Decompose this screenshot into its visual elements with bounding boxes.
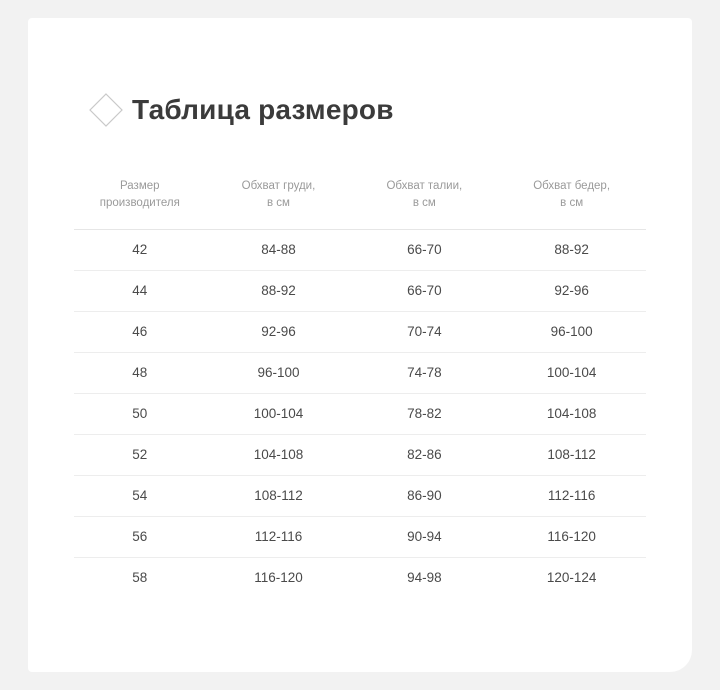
cell-waist: 70-74 xyxy=(351,311,497,352)
cell-hips: 120-124 xyxy=(546,570,597,585)
column-header-line: в см xyxy=(412,197,436,210)
cell-chest: 96-100 xyxy=(206,352,352,393)
column-header-waist xyxy=(351,178,497,229)
cell-chest: 108-112 xyxy=(206,475,352,516)
cell-waist: 86-90 xyxy=(351,475,497,516)
table-row xyxy=(74,270,646,311)
column-header-manufacturer-size xyxy=(74,178,206,229)
table-header xyxy=(74,178,646,229)
cell-chest: 92-96 xyxy=(206,311,352,352)
table-row xyxy=(74,393,646,434)
table-row xyxy=(74,557,646,598)
cell-hips: 116-120 xyxy=(497,516,646,557)
cell-waist: 66-70 xyxy=(351,229,497,270)
column-header-hips xyxy=(497,178,646,229)
cell-hips: 96-100 xyxy=(497,311,646,352)
column-header-line: Обхват талии, xyxy=(386,180,463,192)
column-header-line: в см xyxy=(560,197,584,210)
cell-chest: 104-108 xyxy=(206,434,352,475)
cell-size: 54 xyxy=(74,475,206,516)
cell-size: 52 xyxy=(74,434,206,475)
cell-waist: 78-82 xyxy=(351,393,497,434)
column-header-line: Обхват груди, xyxy=(241,180,316,192)
cell-hips: 92-96 xyxy=(497,270,646,311)
cell-size: 56 xyxy=(74,516,206,557)
cell-size: 48 xyxy=(74,352,206,393)
table-row xyxy=(74,352,646,393)
cell-hips: 112-116 xyxy=(497,475,646,516)
table-row xyxy=(74,475,646,516)
table-row xyxy=(74,229,646,270)
cell-size: 46 xyxy=(74,311,206,352)
cell-hips: 100-104 xyxy=(497,352,646,393)
cell-waist: 94-98 xyxy=(407,570,442,585)
column-header-line: в см xyxy=(266,197,290,210)
cell-chest: 112-116 xyxy=(206,516,352,557)
cell-chest: 88-92 xyxy=(206,270,352,311)
cell-hips: 104-108 xyxy=(497,393,646,434)
cell-size: 44 xyxy=(74,270,206,311)
cell-waist: 66-70 xyxy=(351,270,497,311)
table-header-row xyxy=(74,178,646,229)
table-row xyxy=(74,434,646,475)
table-body xyxy=(74,229,646,598)
cell-waist: 90-94 xyxy=(351,516,497,557)
cell-waist: 82-86 xyxy=(351,434,497,475)
cell-hips: 88-92 xyxy=(497,229,646,270)
title-row xyxy=(90,80,646,140)
size-chart-card xyxy=(28,18,692,672)
cell-size: 50 xyxy=(74,393,206,434)
column-header-line: производителя xyxy=(99,197,180,210)
cell-size: 58 xyxy=(132,570,148,585)
cell-chest: 100-104 xyxy=(206,393,352,434)
cell-chest: 84-88 xyxy=(206,229,352,270)
cell-waist: 74-78 xyxy=(351,352,497,393)
table-row xyxy=(74,311,646,352)
column-header-chest xyxy=(206,178,352,229)
diamond-outline-icon xyxy=(84,88,128,132)
card-content xyxy=(28,18,692,598)
table-row xyxy=(74,516,646,557)
column-header-line: Обхват бедер, xyxy=(533,180,611,192)
cell-size: 42 xyxy=(74,229,206,270)
cell-hips: 108-112 xyxy=(497,434,646,475)
page-title: Таблица размеров xyxy=(132,94,394,125)
column-header-line: Размер xyxy=(120,180,160,192)
cell-chest: 116-120 xyxy=(254,570,303,585)
size-table xyxy=(74,178,646,598)
